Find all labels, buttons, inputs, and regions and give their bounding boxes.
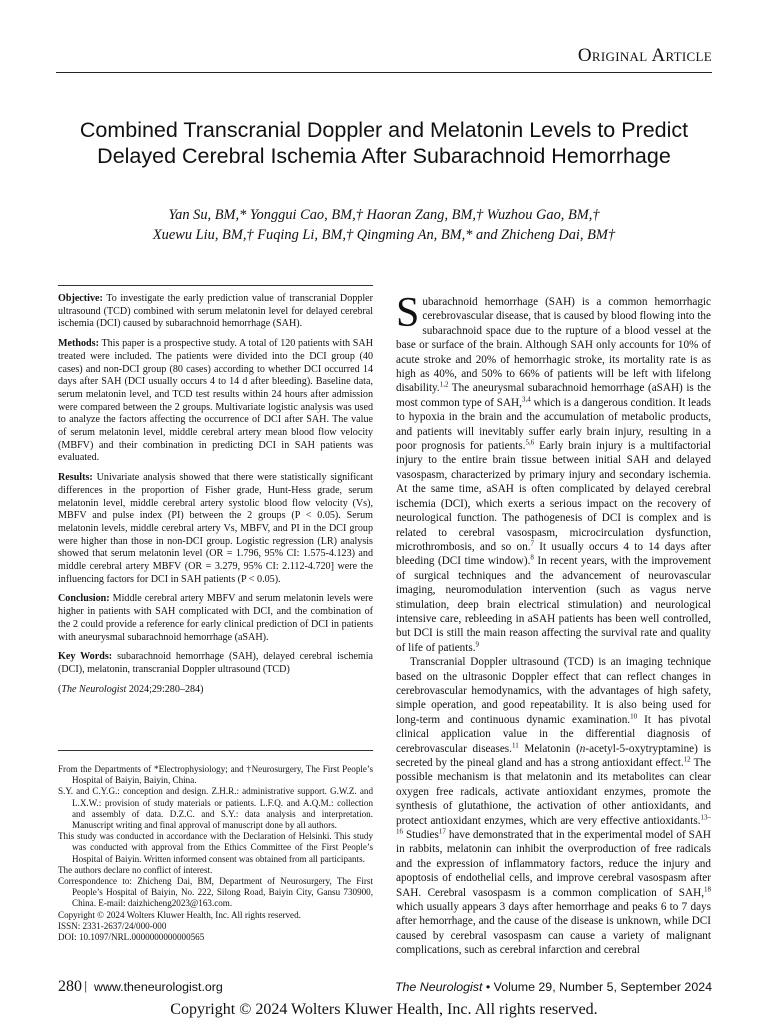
p2-text-h: which usually appears 3 days after hemorrhage and peaks 6 to 7 days after hemorrhage, and the cause of the disease is unknown, while DCI caused by cerebral vasospasm can cause a variety of malignant complications, such as cerebral infarction and cerebral (396, 901, 711, 957)
footnote-affiliations: From the Departments of *Electrophysiology; and †Neurosurgery, The First People’s Hospital of Baiyin, Baiyin, China. (58, 764, 373, 786)
p2-text-d: -acetyl-5-oxytryptamine) is secreted by the pineal gland and has a strong antioxidant effect. (396, 742, 711, 769)
abstract-conclusion (58, 593, 373, 644)
p1-text-d: Early brain injury is a multifactorial injury to the entire brain tissue between initial SAH and delayed vasospasm, characterized by primary injury and secondary ischemia. At the same time, aSAH is often complicated by delayed cerebral ischemia (DCI), which exerts a serious impact on the recovery of neurological function. The pathogenesis of DCI is complex and is related to cerebral vasospasm, microcirculation dysfunction, microthrombosis, and so on. (396, 440, 711, 553)
body-text (396, 290, 712, 958)
page-footer (58, 978, 712, 1000)
footnote-conflict: The authors declare no conflict of interest. (58, 864, 213, 875)
footnote-rule (58, 750, 373, 751)
citation-ref: 13–16 (396, 812, 711, 836)
objective-text: To investigate the early prediction value of transcranial Doppler ultrasound (TCD) combined with serum melatonin level for delayed cerebral ischemia (DCI) caused by subarachnoid hemorrhage (SAH). (58, 293, 373, 330)
conclusion-label: Conclusion: (58, 593, 110, 605)
citation-ref: 5,6 (525, 438, 535, 447)
footer-separator: | (84, 979, 88, 993)
citation-ref: 11 (511, 740, 519, 749)
footnote-issn: ISSN: 2331-2637/24/000-000 (58, 920, 167, 931)
copyright-notice: Copyright © 2024 Wolters Kluwer Health, Inc. All rights reserved. (170, 1001, 598, 1018)
citation-ref: 7 (530, 539, 535, 548)
abstract-objective (58, 293, 373, 331)
footnotes (58, 764, 373, 943)
p2-text-e: The possible mechanism is that melatonin and its metabolites can clear oxygen free radicals, activate antioxidant enzymes, promote the synthesis of glutathione, the activation of other antioxidants, and protect antioxidant enzymes, which are very effective antioxidants. (396, 757, 711, 827)
p1-text-b: The aneurysmal subarachnoid hemorrhage (aSAH) is the most common type of SAH, (396, 382, 711, 409)
abstract (58, 293, 373, 696)
p1-text-f: In recent years, with the improvement of surgical techniques and the advancement of neurovascular imaging, neuromodulation intervention (such as vagus nerve stimulation, deep brain electrical stimulation) and neurological intensive care, rebleeding in aSAH patients has been well controlled, but DCI is still the main reason affecting the survival rate and quality of life of patients. (396, 555, 711, 654)
keywords-label: Key Words: (58, 651, 113, 663)
p1-text-c: which is a dangerous condition. It leads to hypoxia in the brain and the accumulation of metabolic products, and patients will inevitably suffer early brain injury, resulting in a poor prognosis for patients. (396, 396, 712, 453)
citation-ref: 1,2 (439, 380, 449, 389)
abstract-top-rule (58, 285, 373, 286)
issue-details: • Volume 29, Number 5, September 2024 (482, 980, 712, 994)
body-paragraph-2 (396, 655, 711, 958)
citation-ref: 3,4 (521, 395, 531, 404)
citation-ref: 17 (438, 827, 446, 836)
keywords-text: subarachnoid hemorrhage (SAH), delayed cerebral ischemia (DCI), melatonin, transcranial Doppler ultrasound (TCD) (58, 651, 373, 675)
results-text: Univariate analysis showed that there were statistically significant differences in the proportion of Fisher grade, Hunt-Hess grade, serum melatonin level, middle cerebral artery systolic blood flow velocity (Vs), MBFV and pulse index (PI) between the 2 groups (P < 0.05). Serum melatonin levels, middle cerebral artery Vs, MBFV, and PI in the DCI group were higher than those in non-DCI group. Logistic regression (LR) analysis showed that serum melatonin level (OR = 1.796, 95% CI: 1.575-4.123) and middle cerebral artery MBFV (OR = 3.279, 95% CI: 2.112-4.720] were the influencing factors for DCI in SAH patients (P < 0.05). (58, 472, 373, 585)
author-line-2: Xuewu Liu, BM,† Fuqing Li, BM,† Qingming An, BM,* and Zhicheng Dai, BM† (152, 227, 616, 243)
header-rule (56, 72, 712, 73)
p2-text-b: It has pivotal clinical application value in the differential diagnosis of cerebrovascular diseases. (396, 713, 711, 755)
abstract-results (58, 472, 373, 586)
methods-text: This paper is a prospective study. A total of 120 patients with SAH treated were included. The patients were divided into the DCI group (40 cases) and non-DCI group (80 cases) according to whether DCI occurred 14 days after SAH (DCI usually occurs 4 to 14 d after bleeding). Baseline data, serum melatonin level, and TCD test results within 24 hours after admission were compared between the 2 groups. Multivariate logistic analysis was used to analyze the factors affecting the occurrence of DCI after SAH. The value of serum melatonin level, middle cerebral artery mean blood flow velocity (MBFV) and their combination in predicting DCI in SAH patients was evaluated. (58, 338, 373, 464)
footnote-correspondence: Correspondence to: Zhicheng Dai, BM, Department of Neurosurgery, The First People’s Hospital of Baiyin, No. 222, Silong Road, Baiyin City, Gansu 730900, China. E-mail: daizhicheng2023@163.com. (58, 876, 373, 909)
p1-text-e: It usually occurs 4 to 14 days after bleeding (DCI time window). (396, 540, 711, 568)
page-number: 280 (58, 978, 82, 995)
citation-journal: The Neurologist (61, 683, 127, 695)
citation-ref: 8 (530, 553, 534, 562)
author-list (60, 205, 708, 245)
footnote-ethics: This study was conducted in accordance with the Declaration of Helsinki. This study was conducted with approval from the Ethics Committee of the First People’s Hospital of Baiyin. Written informed consent was obtained from all participants. (58, 831, 373, 864)
drop-cap: S (396, 290, 420, 336)
journal-name: The Neurologist (394, 980, 483, 994)
abstract-keywords (58, 651, 373, 676)
citation-ref: 9 (475, 640, 480, 649)
footnote-contributions: S.Y. and C.Y.G.: conception and design. Z.H.R.: administrative support. G.W.Z. and L.X.W.: provision of study materials or patients. L.F.Q. and A.Q.M.: collection and assembly of data. D.Z.C. and S.Y.: data analysis and interpretation. Manuscript writing and final approval of manuscript done by all authors. (58, 786, 373, 831)
p1-text-a: ubarachnoid hemorrhage (SAH) is a common hemorrhagic cerebrovascular disease, that is caused by blood flowing into the subarachnoid space due to the rupture of a blood vessel at the base or surface of the brain. Although SAH only accounts for 10% of acute stroke and 20% of hemorrhagic stroke, its mortality rate is as high as 40%, and 50% to 66% of patients will be left with lifelong disability. (396, 296, 711, 395)
citation-ref: 10 (630, 712, 638, 721)
p2-text-f: Studies (403, 829, 439, 842)
methods-label: Methods: (58, 338, 99, 350)
author-line-1: Yan Su, BM,* Yonggui Cao, BM,† Haoran Zang, BM,† Wuzhou Gao, BM,† (168, 207, 600, 223)
citation-ref: 18 (704, 884, 711, 893)
p2-text-g: have demonstrated that in the experimental model of SAH in rabbits, melatonin can inhibit the overproduction of free radicals and the expression of inflammatory factors, reduce the injury and apoptosis of endothelial cells, and improve cerebral vasospasm after SAH. Cerebral vasospasm is a common complication of SAH, (396, 829, 711, 899)
journal-issue-info (395, 980, 712, 994)
objective-label: Objective: (58, 293, 103, 304)
article-title: Combined Transcranial Doppler and Melatonin Levels to Predict Delayed Cerebral Ischemia After Subarachnoid Hemorrhage (79, 118, 689, 168)
p2-italic: n (579, 742, 586, 755)
journal-url-link[interactable]: www.theneurologist.org (94, 980, 223, 994)
citation-details: 2024;29:280–284) (128, 683, 204, 695)
citation-ref: 12 (683, 755, 691, 764)
p2-text-a: Transcranial Doppler ultrasound (TCD) is an imaging technique based on the ultrasonic Doppler effect that can reflect changes in cerebrovascular hemodynamics, with the advantages of high safety, simple operation, and good repeatability. It is also being used for long-term and continuous dynamic examination. (396, 656, 711, 726)
abstract-methods (58, 338, 373, 465)
footnote-doi: DOI: 10.1097/NRL.0000000000000565 (58, 932, 205, 943)
p2-text-c: Melatonin ( (518, 742, 580, 755)
body-paragraph-1 (396, 290, 712, 655)
conclusion-text: Middle cerebral artery MBFV and serum melatonin levels were higher in patients with SAH complicated with DCI, and the combination of the 2 could provide a reference for early clinical prediction of DCI in patients with aneurysmal subarachnoid hemorrhage (aSAH). (58, 593, 374, 643)
section-label: Original Article (577, 45, 712, 66)
abstract-citation: (The Neurologist 2024;29:280–284) (58, 683, 204, 695)
footnote-copyright: Copyright © 2024 Wolters Kluwer Health, Inc. All rights reserved. (58, 909, 301, 920)
results-label: Results: (58, 472, 93, 484)
